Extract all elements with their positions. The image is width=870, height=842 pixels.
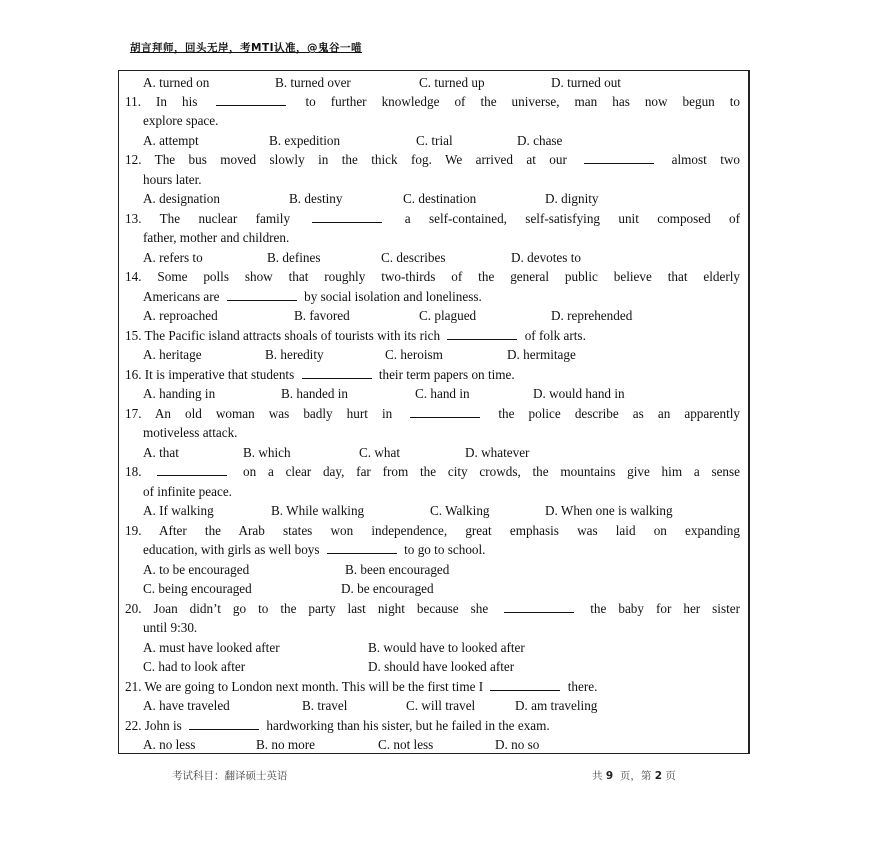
question-11-cont: explore space. bbox=[143, 113, 219, 128]
option[interactable]: D. When one is walking bbox=[545, 503, 673, 518]
option[interactable]: B. favored bbox=[294, 308, 350, 323]
question-13-cont: father, mother and children. bbox=[143, 230, 290, 245]
option[interactable]: D. turned out bbox=[551, 75, 621, 90]
option[interactable]: B. heredity bbox=[265, 347, 324, 362]
header-note: 胡言拜师，回头无岸，考MTI认准，@鬼谷一喵 bbox=[130, 42, 363, 54]
option[interactable]: B. which bbox=[243, 445, 291, 460]
question-19-cont: education, with girls as well boys to go to school. bbox=[143, 542, 486, 557]
option[interactable]: A. no less bbox=[143, 737, 196, 752]
option[interactable]: C. what bbox=[359, 445, 401, 460]
answer-blank bbox=[490, 678, 560, 691]
option[interactable]: A. must have looked after bbox=[143, 640, 280, 655]
answer-blank bbox=[327, 541, 397, 554]
question-number: 11. bbox=[125, 94, 141, 109]
current-page: 2 bbox=[654, 770, 662, 782]
option[interactable]: B. defines bbox=[267, 250, 321, 265]
question-12: 12. The bus moved slowly in the thick fog. We arrived at our almost two bbox=[125, 152, 740, 167]
option[interactable]: B. would have to looked after bbox=[368, 640, 525, 655]
option[interactable]: D. hermitage bbox=[507, 347, 576, 362]
question-14: 14. Some polls show that roughly two-thirds of the general public believe that elderly bbox=[125, 269, 741, 284]
option[interactable]: D. be encouraged bbox=[341, 581, 434, 596]
answer-blank bbox=[216, 93, 286, 106]
option[interactable]: A. to be encouraged bbox=[143, 562, 250, 577]
question-12-cont: hours later. bbox=[143, 172, 202, 187]
total-pages: 9 bbox=[605, 770, 614, 782]
question-22: 22. John is hardworking than his sister, but he failed in the exam. bbox=[125, 718, 550, 733]
option[interactable]: D. whatever bbox=[465, 445, 530, 460]
option[interactable]: D. no so bbox=[495, 737, 540, 752]
option[interactable]: B. handed in bbox=[281, 386, 349, 401]
question-13: 13. The nuclear family a self-contained, self-satisfying unit composed of bbox=[125, 211, 741, 226]
option[interactable]: C. had to look after bbox=[143, 659, 246, 674]
option[interactable]: A. heritage bbox=[143, 347, 202, 362]
question-21: 21. We are going to London next month. This will be the first time I there. bbox=[125, 679, 598, 694]
question-16: 16. It is imperative that students their term papers on time. bbox=[125, 367, 515, 382]
option[interactable]: C. heroism bbox=[385, 347, 443, 362]
question-box bbox=[118, 70, 750, 754]
answer-blank bbox=[189, 717, 259, 730]
question-14-cont: Americans are by social isolation and loneliness. bbox=[143, 289, 482, 304]
question-11: 11. In his to further knowledge of the universe, man has now begun to bbox=[125, 94, 741, 109]
option[interactable]: D. chase bbox=[517, 133, 563, 148]
option[interactable]: B. While walking bbox=[271, 503, 365, 518]
question-20-cont: until 9:30. bbox=[143, 620, 198, 635]
answer-blank bbox=[227, 288, 297, 301]
option[interactable]: D. should have looked after bbox=[368, 659, 515, 674]
option[interactable]: D. would hand in bbox=[533, 386, 625, 401]
answer-blank bbox=[302, 366, 372, 379]
option[interactable]: A. attempt bbox=[143, 133, 199, 148]
option[interactable]: B. travel bbox=[302, 698, 348, 713]
option[interactable]: C. will travel bbox=[406, 698, 476, 713]
answer-blank bbox=[584, 151, 654, 164]
option[interactable]: B. destiny bbox=[289, 191, 343, 206]
option[interactable]: D. devotes to bbox=[511, 250, 581, 265]
answer-blank bbox=[447, 327, 517, 340]
option[interactable]: B. expedition bbox=[269, 133, 341, 148]
option[interactable]: A. reproached bbox=[143, 308, 218, 323]
option[interactable]: C. hand in bbox=[415, 386, 470, 401]
option[interactable]: A. If walking bbox=[143, 503, 214, 518]
option[interactable]: D. am traveling bbox=[515, 698, 598, 713]
option[interactable]: D. reprehended bbox=[551, 308, 633, 323]
footer-subject: 考试科目：翻译硕士英语 bbox=[172, 770, 288, 782]
option[interactable]: A. that bbox=[143, 445, 179, 460]
answer-blank bbox=[312, 210, 382, 223]
option[interactable]: A. turned on bbox=[143, 75, 210, 90]
option[interactable]: B. no more bbox=[256, 737, 315, 752]
option[interactable]: B. been encouraged bbox=[345, 562, 450, 577]
option[interactable]: C. trial bbox=[416, 133, 453, 148]
option[interactable]: C. describes bbox=[381, 250, 446, 265]
option[interactable]: A. handing in bbox=[143, 386, 216, 401]
question-17-cont: motiveless attack. bbox=[143, 425, 238, 440]
question-18-cont: of infinite peace. bbox=[143, 484, 232, 499]
option[interactable]: C. destination bbox=[403, 191, 477, 206]
option[interactable]: C. plagued bbox=[419, 308, 477, 323]
option[interactable]: A. refers to bbox=[143, 250, 203, 265]
option[interactable]: C. turned up bbox=[419, 75, 485, 90]
question-17: 17. An old woman was badly hurt in the police describe as an apparently bbox=[125, 406, 741, 421]
answer-blank bbox=[504, 600, 574, 613]
option[interactable]: C. Walking bbox=[430, 503, 490, 518]
question-20: 20. Joan didn’t go to the party last night because she the baby for her sister bbox=[125, 601, 741, 616]
option[interactable]: C. being encouraged bbox=[143, 581, 252, 596]
answer-blank bbox=[157, 463, 227, 476]
question-19: 19. After the Arab states won independence, great emphasis was laid on expanding bbox=[125, 523, 740, 538]
footer-page-info: 共 9 页，第 2 页 bbox=[592, 770, 676, 782]
question-18: 18. on a clear day, far from the city crowds, the mountains give him a sense bbox=[125, 464, 741, 479]
answer-blank bbox=[410, 405, 480, 418]
option[interactable]: C. not less bbox=[378, 737, 434, 752]
option[interactable]: D. dignity bbox=[545, 191, 599, 206]
question-15: 15. The Pacific island attracts shoals of tourists with its rich of folk arts. bbox=[125, 328, 586, 343]
option[interactable]: A. have traveled bbox=[143, 698, 230, 713]
option[interactable]: B. turned over bbox=[275, 75, 351, 90]
option[interactable]: A. designation bbox=[143, 191, 220, 206]
